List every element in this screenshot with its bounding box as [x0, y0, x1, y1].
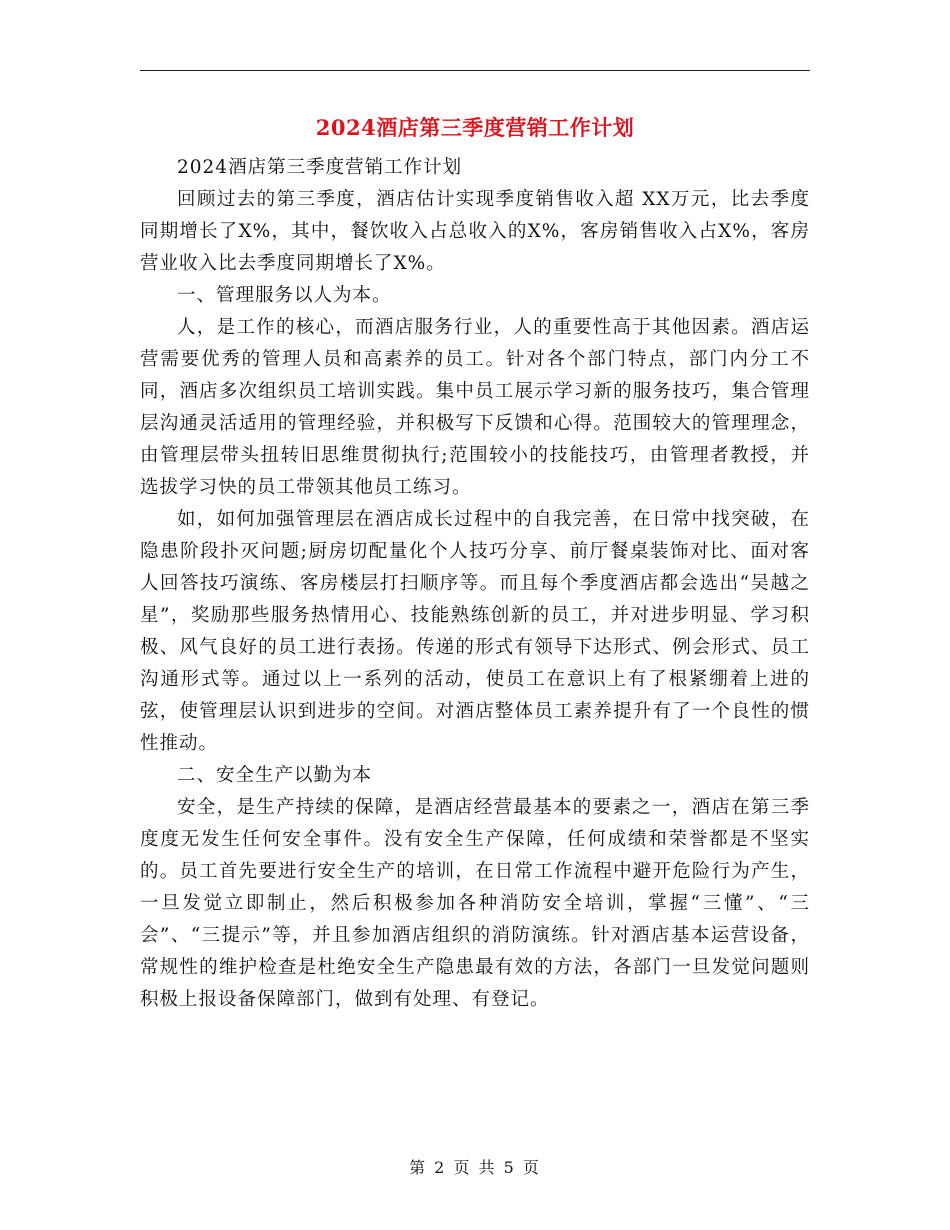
header-rule [140, 70, 810, 71]
examples-paragraph: 如，如何加强管理层在酒店成长过程中的自我完善，在日常中找突破，在隐患阶段扑灭问题;厨房切配量化个人技巧分享、前厅餐桌装饰对比、面对客人回答技巧演练、客房楼层打扫顺序等。而且每个季度酒店都会选出“吴越之星”，奖励那些服务热情用心、技能熟练创新的员工，并对进步明显、学习积极、风气良好的员工进行表扬。传递的形式有领导下达形式、例会形式、员工沟通形式等。通过以上一系列的活动，使员工在意识上有了根紧绷着上进的弦，使管理层认识到进步的空间。对酒店整体员工素养提升有了一个良性的惯性推动。 [140, 509, 810, 754]
safety-paragraph: 安全，是生产持续的保障，是酒店经营最基本的要素之一，酒店在第三季度度无发生任何安全事件。没有安全生产保障，任何成绩和荣誉都是不坚实的。员工首先要进行安全生产的培训，在日常工作流程中避开危险行为产生，一旦发觉立即制止，然后积极参加各种消防安全培训，掌握“三懂”、“三会”、“三提示”等，并且参加酒店组织的消防演练。针对酒店基本运营设备，常规性的维护检查是杜绝安全生产隐患最有效的方法，各部门一旦发觉问题则积极上报设备保障部门，做到有处理、有登记。 [140, 797, 810, 1010]
subtitle-paragraph: 2024酒店第三季度营销工作计划 [177, 157, 463, 178]
document-title: 2024酒店第三季度营销工作计划 [315, 115, 635, 140]
page-number: 第 2 页 共 5 页 [409, 1158, 541, 1177]
document-body [140, 152, 810, 1016]
review-paragraph: 回顾过去的第三季度，酒店估计实现季度销售收入超 XX万元，比去季度同期增长了X%，其中，餐饮收入占总收入的X%，客房销售收入占X%，客房营业收入比去季度同期增长了X%。 [140, 189, 810, 274]
section-heading-safety: 二、安全生产以勤为本 [177, 765, 373, 786]
management-paragraph: 人，是工作的核心，而酒店服务行业，人的重要性高于其他因素。酒店运营需要优秀的管理人员和高素养的员工。针对各个部门特点，部门内分工不同，酒店多次组织员工培训实践。集中员工展示学习新的服务技巧，集合管理层沟通灵活适用的管理经验，并积极写下反馈和心得。范围较大的管理理念，由管理层带头扭转旧思维贯彻执行;范围较小的技能技巧，由管理者教授，并选拔学习快的员工带领其他员工练习。 [140, 317, 810, 498]
section-heading-management: 一、管理服务以人为本。 [177, 285, 392, 306]
